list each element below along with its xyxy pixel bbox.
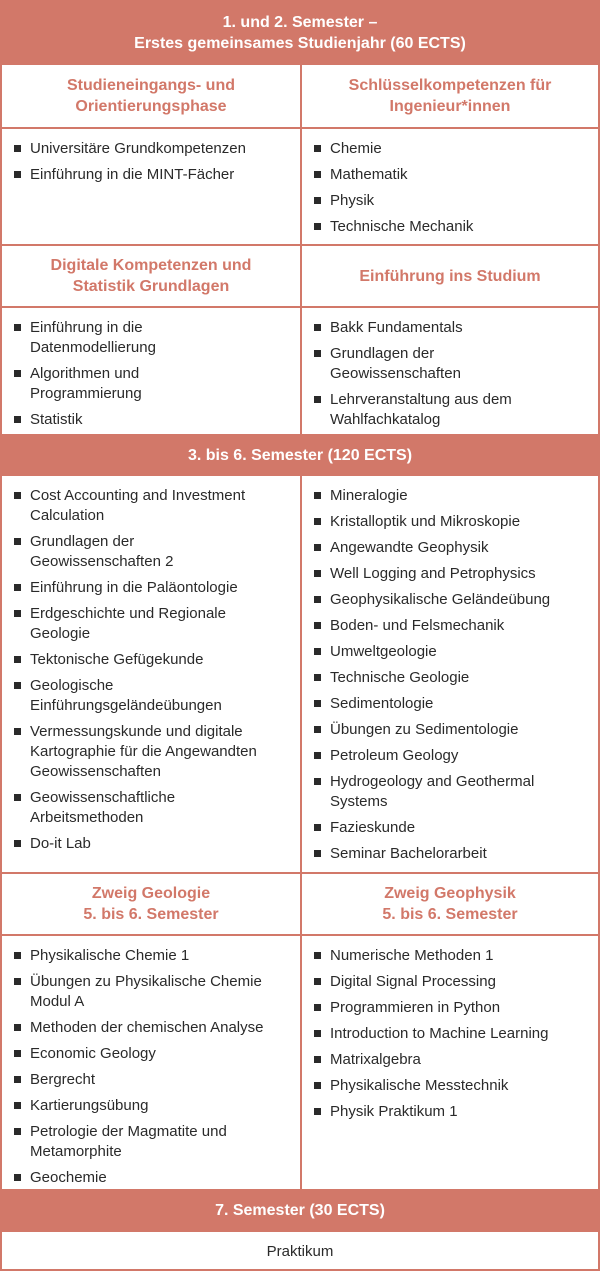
- subheader-line: Zweig Geologie: [91, 885, 211, 902]
- square-bullet-icon: [314, 648, 321, 655]
- subheader-stoep: [2, 65, 300, 127]
- list-item: Einführung in die MINT-Fächer: [14, 165, 288, 185]
- square-bullet-icon: [14, 145, 21, 152]
- square-bullet-icon: [314, 171, 321, 178]
- section-header-years2-3: [2, 434, 598, 476]
- list-cell: [300, 308, 598, 434]
- square-bullet-icon: [314, 1108, 321, 1115]
- square-bullet-icon: [314, 778, 321, 785]
- list-item: Einführung in die Paläontologie: [14, 578, 288, 598]
- course-list: [302, 129, 598, 237]
- list-item: Boden- und Felsmechanik: [314, 616, 586, 636]
- list-item: Einführung in die Datenmodellierung: [14, 318, 288, 358]
- subheader-line: Einführung ins Studium: [359, 267, 541, 285]
- list-item: Chemie: [314, 139, 586, 159]
- course-list: [2, 308, 300, 430]
- subheader-einfuehrung-studium: [300, 246, 598, 306]
- list-item: Matrixalgebra: [314, 1050, 586, 1070]
- list-item: Algorithmen und Programmierung: [14, 364, 288, 404]
- square-bullet-icon: [314, 492, 321, 499]
- content-row-branches: [2, 934, 598, 1189]
- square-bullet-icon: [314, 752, 321, 759]
- square-bullet-icon: [14, 584, 21, 591]
- subheader-line: Digitale Kompetenzen und: [50, 257, 252, 274]
- list-item: Hydrogeology and Geothermal Systems: [314, 772, 586, 812]
- subheader-zweig-geologie: [2, 874, 300, 934]
- list-item: Do-it Lab: [14, 834, 288, 854]
- list-item: Fazieskunde: [314, 818, 586, 838]
- square-bullet-icon: [314, 223, 321, 230]
- square-bullet-icon: [314, 518, 321, 525]
- course-list: [2, 936, 300, 1188]
- list-item: Grundlagen der Geowissenschaften: [314, 344, 586, 384]
- content-row-1: [2, 127, 598, 244]
- content-row-2: [2, 306, 598, 434]
- square-bullet-icon: [14, 656, 21, 663]
- list-item: Physik Praktikum 1: [314, 1102, 586, 1122]
- subheader-line: Orientierungsphase: [75, 98, 227, 115]
- square-bullet-icon: [314, 324, 321, 331]
- list-item: Grundlagen der Geowissenschaften 2: [14, 532, 288, 572]
- subheader-line: Schlüsselkompetenzen für: [348, 77, 552, 94]
- list-item: Übungen zu Sedimentologie: [314, 720, 586, 740]
- square-bullet-icon: [314, 396, 321, 403]
- subheader-zweig-geophysik: [300, 874, 598, 934]
- square-bullet-icon: [14, 978, 21, 985]
- praktikum-label: Praktikum: [266, 1243, 334, 1260]
- praktikum-row: [2, 1232, 598, 1269]
- list-item: Digital Signal Processing: [314, 972, 586, 992]
- square-bullet-icon: [14, 794, 21, 801]
- list-item: Geowissenschaftliche Arbeitsmethoden: [14, 788, 288, 828]
- section-title: 3. bis 6. Semester (120 ECTS): [187, 446, 413, 464]
- subheader-line: Ingenieur*innen: [389, 98, 511, 115]
- square-bullet-icon: [314, 350, 321, 357]
- list-item: Umweltgeologie: [314, 642, 586, 662]
- square-bullet-icon: [14, 538, 21, 545]
- list-item: Kristalloptik und Mikroskopie: [314, 512, 586, 532]
- list-item: Numerische Methoden 1: [314, 946, 586, 966]
- subheader-digitale-kompetenzen: [2, 246, 300, 306]
- square-bullet-icon: [14, 324, 21, 331]
- square-bullet-icon: [14, 1050, 21, 1057]
- square-bullet-icon: [314, 197, 321, 204]
- subheader-row-2: [2, 244, 598, 306]
- square-bullet-icon: [314, 596, 321, 603]
- list-item: Tektonische Gefügekunde: [14, 650, 288, 670]
- section-title: 7. Semester (30 ECTS): [215, 1202, 385, 1219]
- list-item: Technische Geologie: [314, 668, 586, 688]
- list-item: Übungen zu Physikalische Chemie Modul A: [14, 972, 288, 1012]
- square-bullet-icon: [314, 726, 321, 733]
- list-cell: [2, 308, 300, 434]
- section-title-line1: 1. und 2. Semester –: [222, 13, 378, 31]
- square-bullet-icon: [314, 1004, 321, 1011]
- list-item: Seminar Bachelorarbeit: [314, 844, 586, 864]
- list-cell: [2, 476, 300, 872]
- subheader-row-branches: [2, 872, 598, 934]
- section-title-line2: Erstes gemeinsames Studienjahr (60 ECTS): [134, 34, 466, 52]
- square-bullet-icon: [14, 728, 21, 735]
- list-item: Programmieren in Python: [314, 998, 586, 1018]
- square-bullet-icon: [14, 952, 21, 959]
- square-bullet-icon: [314, 952, 321, 959]
- list-item: Petrologie der Magmatite und Metamorphite: [14, 1122, 288, 1162]
- square-bullet-icon: [314, 700, 321, 707]
- subheader-line: Studieneingangs- und: [67, 77, 235, 94]
- subheader-line: Statistik Grundlagen: [72, 278, 230, 295]
- list-item: Mathematik: [314, 165, 586, 185]
- section-header-year4: [2, 1189, 598, 1232]
- subheader-line: 5. bis 6. Semester: [382, 906, 518, 923]
- square-bullet-icon: [14, 1076, 21, 1083]
- list-item: Geologische Einführungsgeländeübungen: [14, 676, 288, 716]
- list-item: Erdgeschichte und Regionale Geologie: [14, 604, 288, 644]
- square-bullet-icon: [314, 824, 321, 831]
- subheader-line: 5. bis 6. Semester: [83, 906, 219, 923]
- list-item: Introduction to Machine Learning: [314, 1024, 586, 1044]
- list-item: Vermessungskunde und digitale Kartographie für die Angewandten Geowissenschaften: [14, 722, 288, 782]
- list-item: Sedimentologie: [314, 694, 586, 714]
- course-list: [2, 129, 300, 185]
- list-cell: [300, 129, 598, 244]
- course-list: [302, 308, 598, 430]
- square-bullet-icon: [314, 570, 321, 577]
- square-bullet-icon: [314, 1030, 321, 1037]
- square-bullet-icon: [14, 1174, 21, 1181]
- course-list: [302, 936, 598, 1122]
- section-header-year1: [2, 0, 598, 65]
- list-item: Kartierungsübung: [14, 1096, 288, 1116]
- subheader-row-1: [2, 65, 598, 127]
- square-bullet-icon: [14, 492, 21, 499]
- list-item: Universitäre Grundkompetenzen: [14, 139, 288, 159]
- list-item: Geophysikalische Geländeübung: [314, 590, 586, 610]
- list-item: Physik: [314, 191, 586, 211]
- list-item: Cost Accounting and Investment Calculation: [14, 486, 288, 526]
- list-item: Mineralogie: [314, 486, 586, 506]
- list-item: Physikalische Chemie 1: [14, 946, 288, 966]
- course-list: [2, 476, 300, 854]
- list-cell: [300, 476, 598, 872]
- square-bullet-icon: [14, 416, 21, 423]
- list-item: Bakk Fundamentals: [314, 318, 586, 338]
- square-bullet-icon: [14, 1128, 21, 1135]
- list-item: Statistik: [14, 410, 288, 430]
- list-cell: [300, 936, 598, 1189]
- square-bullet-icon: [314, 1056, 321, 1063]
- subheader-schluesselkompetenzen: [300, 65, 598, 127]
- square-bullet-icon: [14, 1024, 21, 1031]
- list-cell: [2, 129, 300, 244]
- list-item: Methoden der chemischen Analyse: [14, 1018, 288, 1038]
- list-item: Bergrecht: [14, 1070, 288, 1090]
- square-bullet-icon: [314, 1082, 321, 1089]
- square-bullet-icon: [14, 370, 21, 377]
- list-item: Petroleum Geology: [314, 746, 586, 766]
- list-cell: [2, 936, 300, 1189]
- square-bullet-icon: [314, 674, 321, 681]
- list-item: Economic Geology: [14, 1044, 288, 1064]
- square-bullet-icon: [14, 682, 21, 689]
- square-bullet-icon: [314, 978, 321, 985]
- list-item: Well Logging and Petrophysics: [314, 564, 586, 584]
- list-item: Technische Mechanik: [314, 217, 586, 237]
- square-bullet-icon: [14, 610, 21, 617]
- list-item: Angewandte Geophysik: [314, 538, 586, 558]
- square-bullet-icon: [314, 850, 321, 857]
- list-item: Physikalische Messtechnik: [314, 1076, 586, 1096]
- square-bullet-icon: [14, 840, 21, 847]
- square-bullet-icon: [14, 1102, 21, 1109]
- content-row-common: [2, 476, 598, 872]
- list-item: Geochemie: [14, 1168, 288, 1188]
- course-list: [302, 476, 598, 864]
- square-bullet-icon: [314, 544, 321, 551]
- list-item: Lehrveranstaltung aus dem Wahlfachkatalog: [314, 390, 586, 430]
- square-bullet-icon: [14, 171, 21, 178]
- square-bullet-icon: [314, 622, 321, 629]
- square-bullet-icon: [314, 145, 321, 152]
- subheader-line: Zweig Geophysik: [384, 885, 516, 902]
